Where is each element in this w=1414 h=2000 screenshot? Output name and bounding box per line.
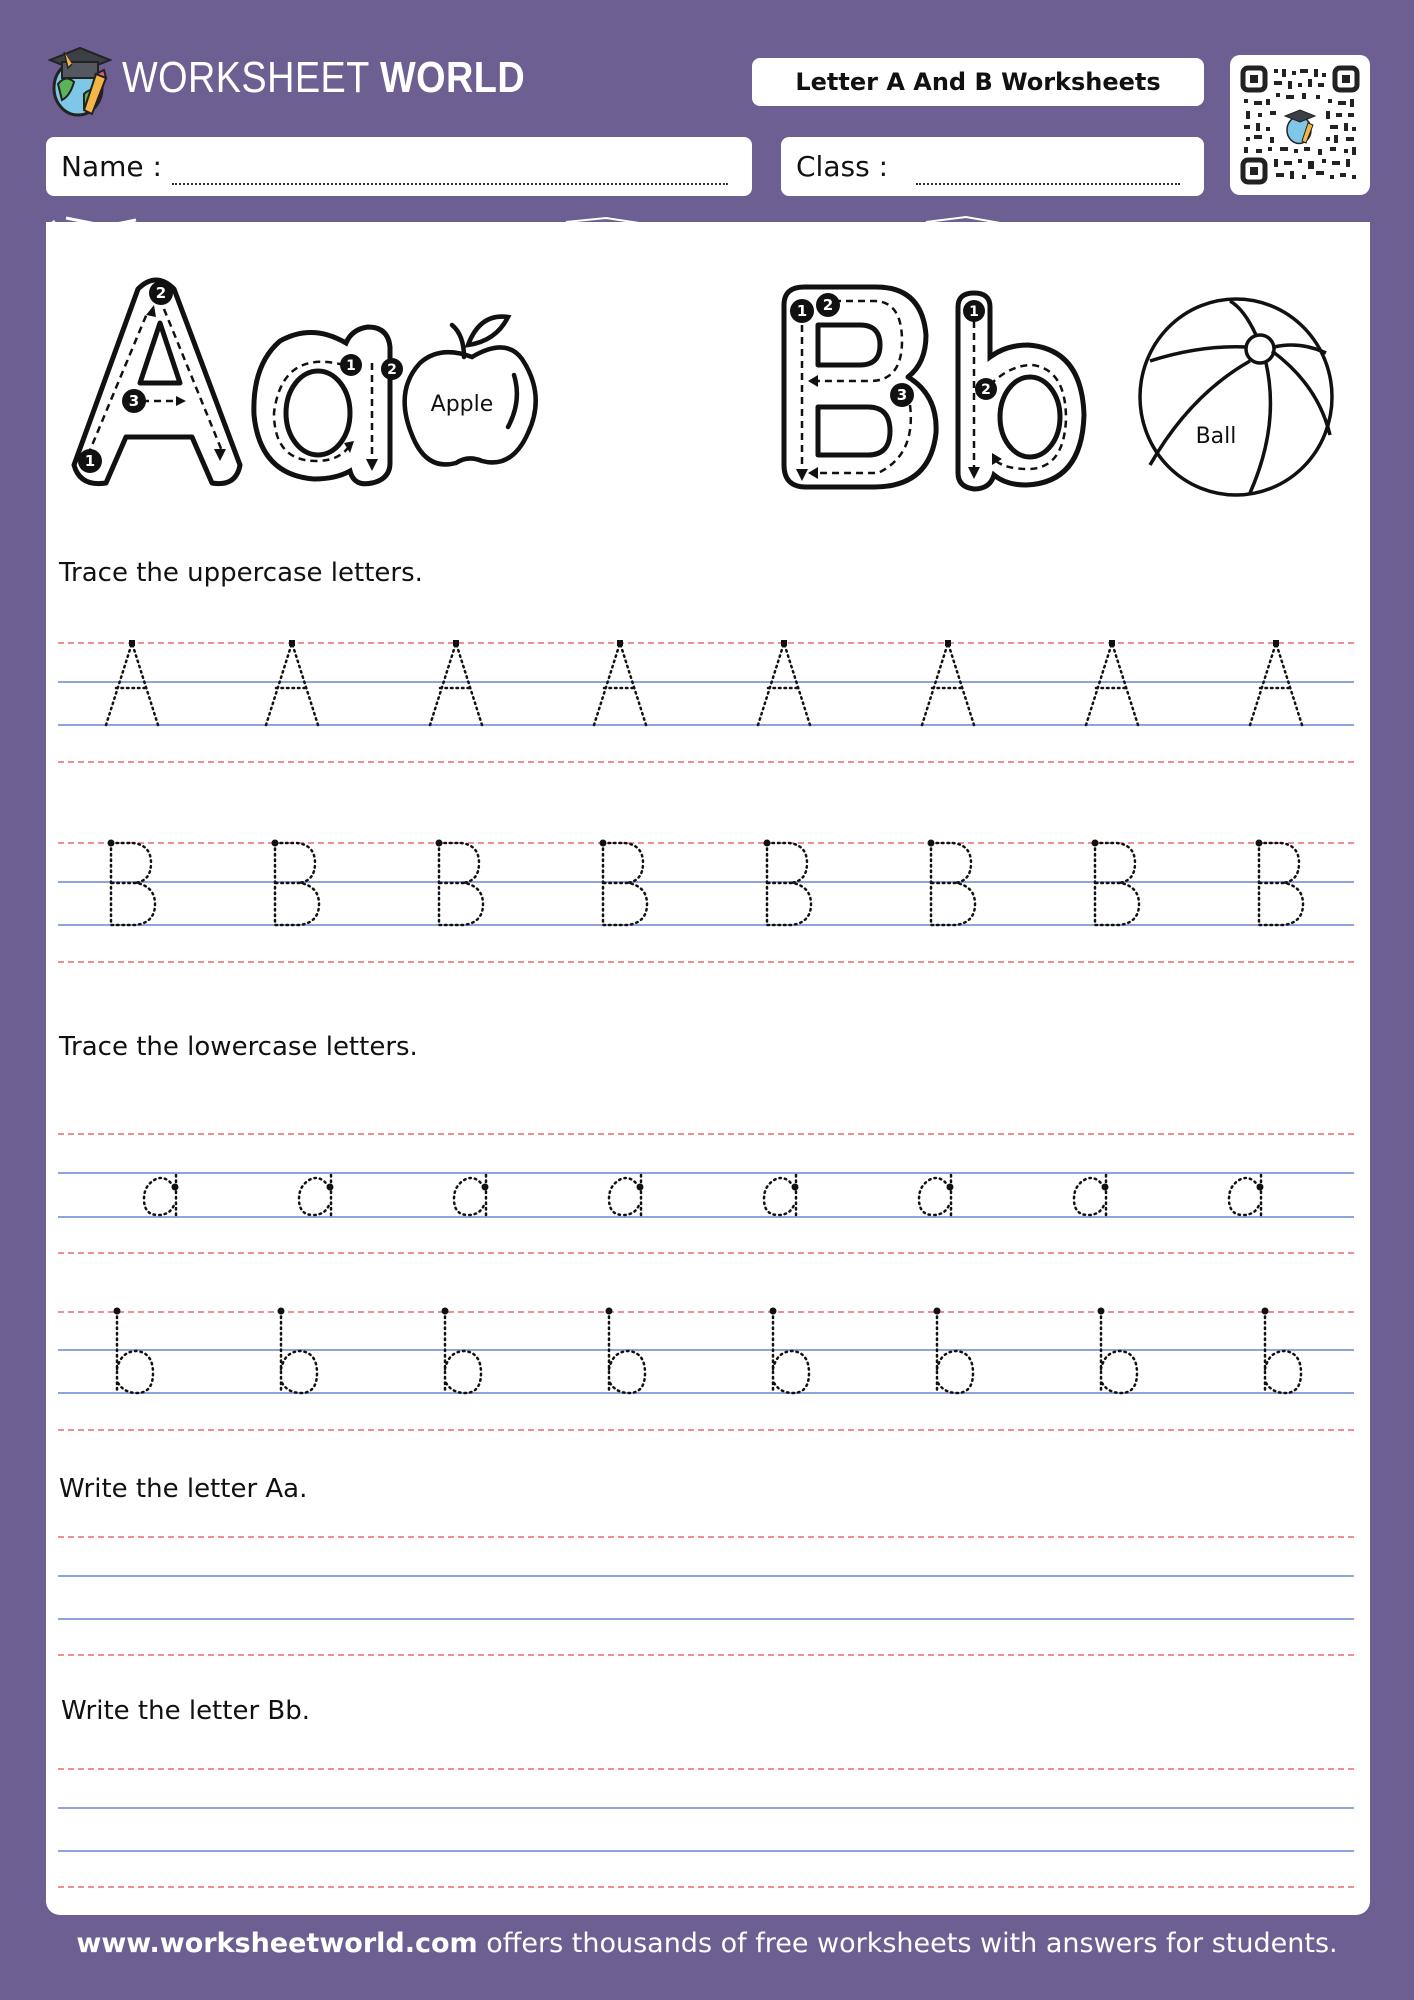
brand-logo: [44, 38, 591, 118]
apple-label: Apple: [430, 392, 494, 417]
ball-icon: [1140, 299, 1332, 495]
letter-b-illustration: [770, 265, 1350, 505]
ball-label: Ball: [1195, 424, 1237, 449]
worksheet-title: Letter A And B Worksheets: [795, 68, 1161, 96]
name-label: Name :: [61, 150, 162, 183]
step-number: 2: [822, 296, 834, 314]
step-number: 2: [981, 382, 991, 398]
class-label: Class :: [796, 150, 888, 183]
logo-word-1: WORKSHEET: [122, 53, 370, 102]
dotted-lowercase-b-icon: [117, 1311, 1301, 1393]
logo-word-2: WORLD: [380, 53, 526, 102]
letter-a-illustration: [60, 265, 610, 505]
section-title-write-bb: Write the letter Bb.: [61, 1696, 311, 1726]
qr-code-icon: [1230, 55, 1370, 195]
footer-text: offers thousands of free worksheets with answers for students.: [477, 1928, 1338, 1959]
class-input-line[interactable]: [916, 183, 1180, 185]
torn-paper-edge: [46, 214, 1370, 238]
section-title-write-aa: Write the letter Aa.: [59, 1474, 308, 1504]
footer: [0, 1928, 1414, 1959]
qr-code[interactable]: [1230, 55, 1370, 195]
name-input-line[interactable]: [172, 183, 728, 185]
footer-site-link[interactable]: www.worksheetworld.com: [76, 1928, 478, 1959]
step-number: 1: [969, 304, 979, 320]
worksheet-title-box: [752, 58, 1204, 106]
step-number: 2: [155, 284, 167, 302]
step-number: 3: [128, 392, 140, 410]
dotted-uppercase-a-icon: [106, 643, 1302, 725]
name-field[interactable]: [46, 137, 752, 196]
step-number: 1: [346, 358, 356, 374]
class-field[interactable]: [781, 137, 1204, 196]
apple-icon: [405, 317, 536, 465]
step-number: 2: [387, 362, 397, 378]
dotted-lowercase-a-icon: [144, 1175, 1261, 1217]
step-number: 3: [896, 386, 908, 404]
step-number: 1: [84, 452, 96, 470]
step-number: 1: [796, 302, 808, 320]
section-title-uppercase: Trace the uppercase letters.: [59, 558, 423, 588]
dotted-uppercase-b-icon: [111, 843, 1303, 925]
graduation-globe-pencil-logo-icon: [44, 38, 116, 118]
section-title-lowercase: Trace the lowercase letters.: [59, 1032, 418, 1062]
